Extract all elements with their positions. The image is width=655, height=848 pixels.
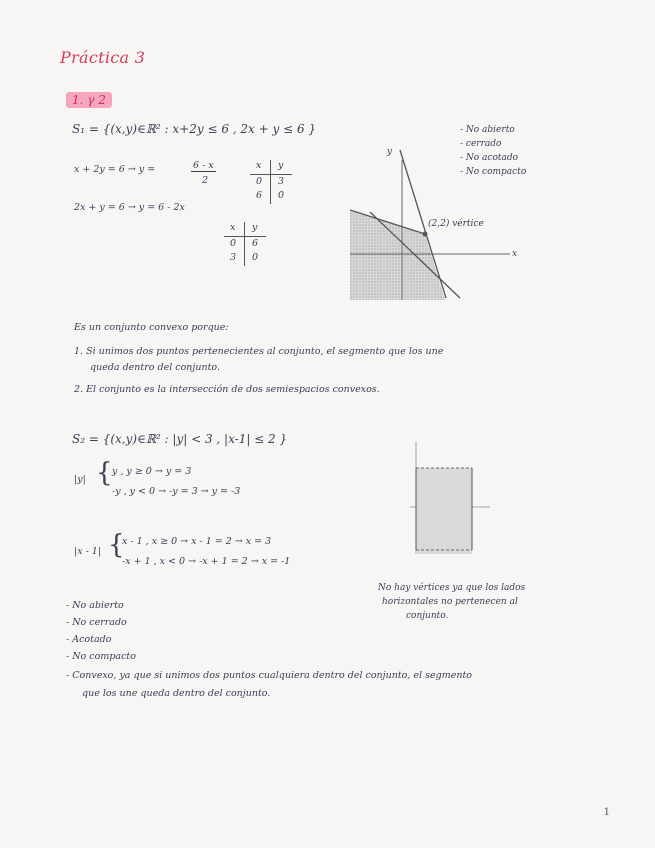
graph1-x-label: x bbox=[512, 249, 518, 259]
reason-1-line-2: queda dentro del conjunto. bbox=[90, 362, 220, 373]
s2-definition: S₂ = {(x,y)∈ℝ² : |y| < 3 , |x-1| ≤ 2 } bbox=[72, 432, 288, 446]
s2-convex-line-2: que los une queda dentro del conjunto. bbox=[82, 688, 271, 699]
graph2-note-line-2: horizontales no pertenecen al bbox=[382, 597, 518, 607]
value-table-1 bbox=[248, 160, 298, 206]
table1-cell: 6 bbox=[256, 190, 263, 201]
abs-y-case-1: y , y ≥ 0 → y = 3 bbox=[112, 466, 192, 477]
s2-property-3: - No compacto bbox=[66, 651, 136, 662]
exercise-label: 1. γ 2 bbox=[66, 92, 112, 108]
s1-property-3: - No compacto bbox=[460, 167, 527, 177]
reason-2: 2. El conjunto es la intersección de dos semiespacios convexos. bbox=[74, 384, 380, 395]
abs-x-brace: { bbox=[108, 530, 125, 560]
s1-property-1: - cerrado bbox=[460, 139, 502, 149]
abs-x-case-1: x - 1 , x ≥ 0 → x - 1 = 2 → x = 3 bbox=[122, 536, 272, 547]
line2-equation: 2x + y = 6 → y = 6 - 2x bbox=[74, 202, 185, 213]
convex-intro: Es un conjunto convexo porque: bbox=[74, 322, 229, 333]
graph2-note-line-3: conjunto. bbox=[406, 611, 449, 621]
table1-cell: 0 bbox=[256, 176, 263, 187]
vertex-point bbox=[423, 232, 428, 237]
line1-fraction-numerator: 6 - x bbox=[193, 160, 214, 171]
s2-property-0: - No abierto bbox=[66, 600, 124, 611]
table2-header-y: y bbox=[252, 222, 258, 233]
page-title: Práctica 3 bbox=[60, 48, 146, 67]
s2-shaded-region bbox=[416, 468, 472, 554]
s2-convex-line-1: - Convexo, ya que si unimos dos puntos cualquiera dentro del conjunto, el segmento bbox=[66, 670, 472, 681]
line1-fraction-denominator: 2 bbox=[202, 175, 209, 186]
value-table-2 bbox=[222, 222, 272, 268]
table2-cell: 0 bbox=[230, 238, 237, 249]
s2-region-graph bbox=[410, 442, 490, 554]
table2-cell: 0 bbox=[252, 252, 259, 263]
page-number: 1 bbox=[603, 807, 610, 818]
abs-x-case-2: -x + 1 , x < 0 → -x + 1 = 2 → x = -1 bbox=[122, 556, 291, 567]
line1-equation: x + 2y = 6 → y = bbox=[74, 164, 156, 175]
s1-property-2: - No acotado bbox=[460, 153, 519, 163]
table2-cell: 3 bbox=[230, 252, 237, 263]
table1-cell: 3 bbox=[278, 176, 285, 187]
abs-y-label: |y| bbox=[74, 474, 86, 485]
vertex-label: (2,2) vértice bbox=[428, 219, 484, 229]
reason-1-line-1: 1. Si unimos dos puntos pertenecientes al conjunto, el segmento que los une bbox=[74, 346, 444, 357]
abs-y-case-2: -y , y < 0 → -y = 3 → y = -3 bbox=[112, 486, 241, 497]
abs-x-label: |x - 1| bbox=[74, 546, 102, 557]
s1-definition: S₁ = {(x,y)∈ℝ² : x+2y ≤ 6 , 2x + y ≤ 6 } bbox=[72, 122, 317, 136]
table2-header-x: x bbox=[230, 222, 236, 233]
graph1-y-label: y bbox=[387, 147, 393, 157]
table2-cell: 6 bbox=[252, 238, 259, 249]
table1-header-x: x bbox=[256, 160, 262, 171]
s2-property-2: - Acotado bbox=[66, 634, 112, 645]
table1-header-y: y bbox=[278, 160, 284, 171]
s1-property-0: - No abierto bbox=[460, 125, 515, 135]
s2-property-1: - No cerrado bbox=[66, 617, 127, 628]
abs-y-brace: { bbox=[96, 458, 113, 488]
graph2-note-line-1: No hay vértices ya que los lados bbox=[378, 583, 526, 593]
table1-cell: 0 bbox=[278, 190, 285, 201]
